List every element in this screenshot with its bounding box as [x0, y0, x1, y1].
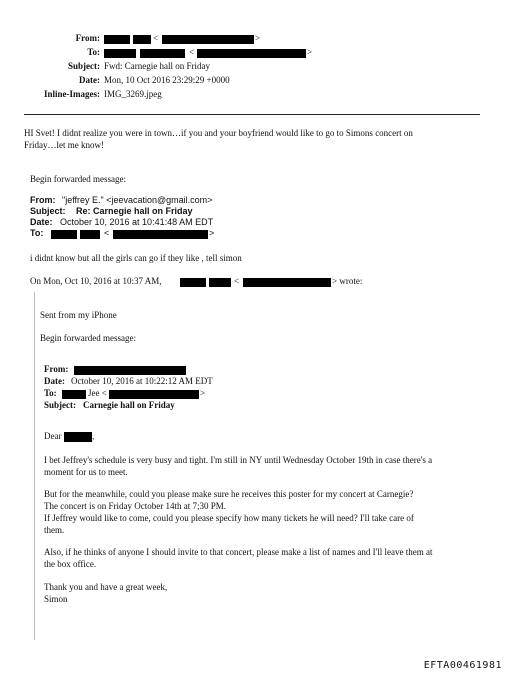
fwd-from-value: "jeffrey E." <jeevacation@gmail.com> [62, 195, 213, 205]
date-value: Mon, 10 Oct 2016 23:29:29 +0000 [104, 75, 230, 85]
document-id: EFTA00461981 [423, 660, 502, 671]
inline-images-label: Inline-Images: [44, 89, 100, 99]
letter-line: moment for us to meet. [44, 467, 128, 477]
inline-images-value: IMG_3269.jpeg [104, 89, 162, 99]
redaction [162, 35, 254, 44]
letter-line: But for the meanwhile, could you please make sure he receives this poster for my concert at Carnegie? [44, 489, 414, 499]
gt-bracket: > [255, 33, 261, 43]
quoted-date-value: October 10, 2016 at 10:22:12 AM EDT [71, 376, 213, 386]
redaction [243, 278, 331, 287]
redaction [133, 35, 151, 44]
reply-text: i didnt know but all the girls can go if they like , tell simon [30, 253, 242, 263]
redaction [104, 35, 130, 44]
quote-bar [34, 292, 35, 640]
redaction [62, 390, 86, 399]
redaction [180, 278, 206, 287]
quoted-subject-value: Carnegie hall on Friday [83, 400, 175, 410]
redaction [209, 278, 231, 287]
lt-bracket: < [189, 47, 195, 57]
quoted-subject-label: Subject: [44, 400, 76, 410]
fwd-date-label: Date: [30, 217, 53, 227]
redaction [80, 230, 100, 239]
fwd-date-value: October 10, 2016 at 10:41:48 AM EDT [60, 217, 214, 227]
fwd-subject-label: Subject: [30, 206, 66, 216]
redaction [51, 230, 77, 239]
quoted-from-label: From: [44, 364, 69, 374]
quoted-to-label: To: [44, 388, 57, 398]
signature-name: Simon [44, 594, 68, 604]
body-line: HI Svet! I didnt realize you were in town…if you and your boyfriend would like to go to Simons concert on [24, 128, 413, 138]
lt-bracket: < [104, 228, 110, 238]
letter-line: the box office. [44, 559, 97, 569]
redaction [197, 49, 306, 58]
gt-bracket: > [209, 228, 215, 238]
lt-bracket: < [234, 276, 240, 286]
on-wrote-prefix: On Mon, Oct 10, 2016 at 10:37 AM, [30, 276, 162, 286]
begin-forwarded-label: Begin forwarded message: [40, 333, 136, 343]
header-divider [24, 114, 480, 115]
redaction [113, 230, 208, 239]
redaction [109, 390, 199, 399]
quoted-date-label: Date: [44, 376, 65, 386]
to-label: To: [87, 47, 100, 57]
gt-bracket: > [307, 47, 313, 57]
letter-line: I bet Jeffrey's schedule is very busy and tight. I'm still in NY until Wednesday October 19th in case there's a [44, 455, 433, 465]
redaction [74, 366, 186, 375]
gt-bracket: > [200, 388, 206, 398]
letter-line: them. [44, 525, 65, 535]
from-label: From: [75, 33, 100, 43]
body-line: Friday…let me know! [24, 140, 104, 150]
letter-line: If Jeffrey would like to come, could you please specify how many tickets he will need? I'll take care of [44, 513, 414, 523]
date-label: Date: [79, 75, 100, 85]
closing-line: Thank you and have a great week, [44, 582, 168, 592]
redaction [140, 49, 185, 58]
letter-line: Also, if he thinks of anyone I should invite to that concert, please make a list of names and I'll leave them at [44, 547, 433, 557]
wrote-suffix: > wrote: [332, 276, 363, 286]
subject-label: Subject: [68, 61, 100, 71]
letter-line: The concert is on Friday October 14th at 7;30 PM. [44, 501, 226, 511]
quoted-to-value: Jee < [88, 388, 107, 398]
fwd-subject-value: Re: Carnegie hall on Friday [76, 206, 193, 216]
redaction [104, 49, 136, 58]
subject-value: Fwd: Carnegie hall on Friday [104, 61, 210, 71]
sent-from-iphone: Sent from my iPhone [40, 310, 117, 320]
redaction [64, 432, 92, 442]
fwd-from-label: From: [30, 195, 56, 205]
lt-bracket: < [153, 33, 159, 43]
fwd-to-label: To: [30, 228, 44, 238]
begin-forwarded-label: Begin forwarded message: [30, 174, 126, 184]
salutation: Dear [44, 431, 62, 441]
